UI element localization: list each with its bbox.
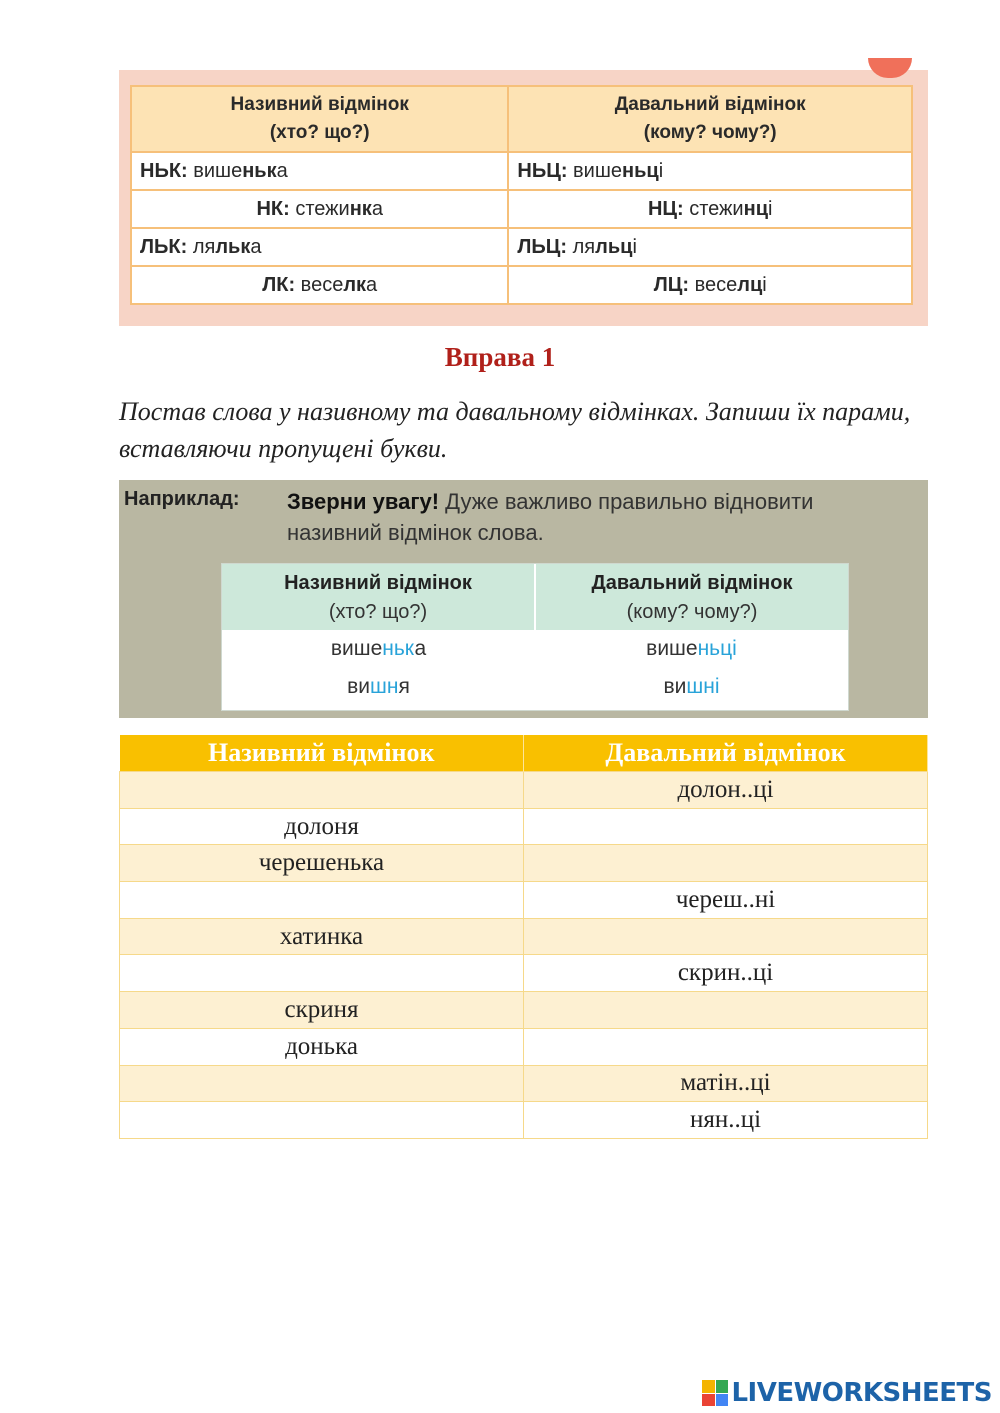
answer-cell-dative[interactable]: матін..ці <box>524 1065 928 1102</box>
rules-header-dative: Давальний відмінок (кому? чому?) <box>508 86 912 152</box>
answer-cell-dative[interactable]: скрин..ці <box>524 955 928 992</box>
rules-row: ЛК: веселка ЛЦ: веселці <box>131 266 912 304</box>
answer-table <box>119 735 928 1139</box>
brand-logo[interactable] <box>702 1378 992 1408</box>
answer-cell-nominative[interactable] <box>120 1102 524 1139</box>
answer-cell-nominative[interactable] <box>120 1065 524 1102</box>
answer-cell-dative[interactable] <box>524 845 928 882</box>
answer-cell-nominative[interactable] <box>120 955 524 992</box>
answer-cell-dative[interactable] <box>524 1028 928 1065</box>
answer-cell-dative[interactable]: долон..ці <box>524 772 928 809</box>
answer-cell-nominative[interactable]: донька <box>120 1028 524 1065</box>
example-panel <box>119 480 928 718</box>
answer-cell-nominative[interactable]: хатинка <box>120 918 524 955</box>
example-table <box>221 563 849 711</box>
table-row <box>120 992 928 1029</box>
table-row <box>120 1102 928 1139</box>
table-row <box>120 808 928 845</box>
example-table-header <box>222 564 848 630</box>
answer-cell-nominative[interactable] <box>120 882 524 919</box>
liveworksheets-icon <box>702 1380 728 1406</box>
rules-row: ЛЬК: лялька ЛЬЦ: ляльці <box>131 228 912 266</box>
example-label: Наприклад: <box>124 488 240 510</box>
example-row: вишня вишні <box>347 675 720 698</box>
table-row <box>120 845 928 882</box>
example-header-nominative: Називний відмінок (хто? що?) <box>222 564 536 630</box>
table-row <box>120 772 928 809</box>
table-row <box>120 882 928 919</box>
table-row <box>120 1065 928 1102</box>
answer-cell-nominative[interactable]: черешенька <box>120 845 524 882</box>
answer-cell-dative[interactable] <box>524 918 928 955</box>
answer-header-dative: Давальний відмінок <box>524 735 928 772</box>
rules-row: НЬК: вишенька НЬЦ: вишеньці <box>131 152 912 190</box>
answer-cell-nominative[interactable] <box>120 772 524 809</box>
table-row <box>120 1028 928 1065</box>
rules-panel <box>119 70 928 326</box>
answer-header-nominative: Називний відмінок <box>120 735 524 772</box>
exercise-title: Вправа 1 <box>444 342 556 372</box>
rules-table <box>130 85 913 305</box>
rules-row: НК: стежинка НЦ: стежинці <box>131 190 912 228</box>
answer-cell-nominative[interactable]: скриня <box>120 992 524 1029</box>
answer-table-header <box>120 735 928 772</box>
table-row <box>120 955 928 992</box>
answer-cell-dative[interactable] <box>524 992 928 1029</box>
rules-header-nominative: Називний відмінок (хто? що?) <box>131 86 508 152</box>
brand-name: LIVEWORKSHEETS <box>731 1378 992 1408</box>
example-row: вишенька вишеньці <box>330 637 737 660</box>
answer-cell-dative[interactable]: нян..ці <box>524 1102 928 1139</box>
answer-cell-dative[interactable]: череш..ні <box>524 882 928 919</box>
example-note: Зверни увагу! Дуже важливо правильно відновити називний відмінок слова. <box>287 489 814 545</box>
example-header-dative: Давальний відмінок (кому? чому?) <box>591 572 793 623</box>
answer-cell-dative[interactable] <box>524 808 928 845</box>
table-row <box>120 918 928 955</box>
exercise-instructions: Постав слова у називному та давальному відмінках. Запиши їх парами, вставляючи пропущені букви. <box>119 397 911 463</box>
answer-cell-nominative[interactable]: долоня <box>120 808 524 845</box>
